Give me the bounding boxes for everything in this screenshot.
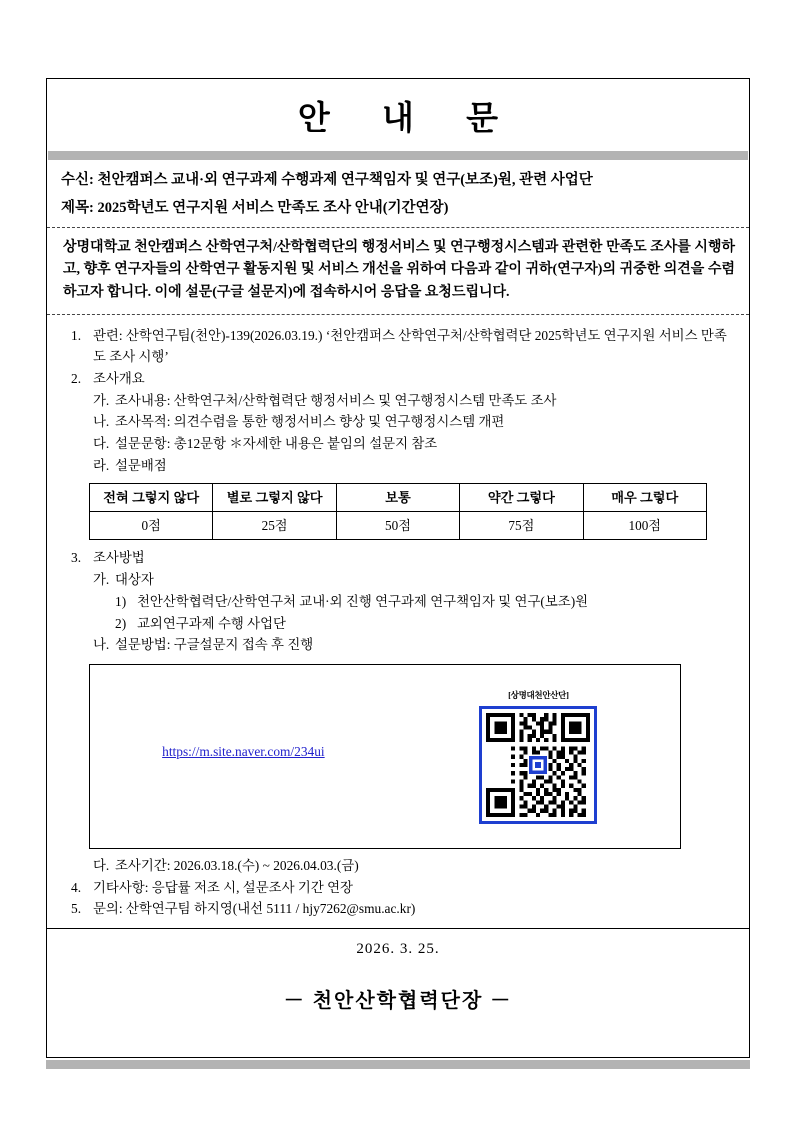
- table-header-cell: 매우 그렇다: [583, 484, 706, 512]
- list-marker: 라.: [93, 457, 110, 473]
- list-marker: 1.: [71, 327, 82, 343]
- table-cell: 50점: [336, 512, 459, 540]
- table-row: [90, 512, 707, 540]
- list-item: [93, 855, 733, 877]
- list-marker: 가.: [93, 572, 110, 588]
- list-item: [93, 411, 733, 433]
- list-marker: 다.: [93, 436, 110, 452]
- list-text: 문의: 산학연구팀 하지영(내선 5111 / hjy7262@smu.ac.kr): [93, 901, 416, 917]
- footer-block: [47, 928, 749, 1013]
- list-text: 조사개요: [93, 370, 145, 386]
- list-text: 기타사항: 응답률 저조 시, 설문조사 기간 연장: [93, 879, 353, 895]
- score-table: [89, 483, 707, 540]
- list-text: 조사방법: [93, 550, 145, 566]
- list-item: [93, 569, 733, 591]
- survey-link-area: [90, 741, 397, 773]
- header-divider-bar: [48, 151, 748, 160]
- list-item: [115, 613, 733, 635]
- list-marker: 나.: [93, 637, 110, 653]
- list-item: [71, 325, 733, 368]
- list-item: [71, 898, 733, 920]
- recipient-line: 수신: 천안캠퍼스 교내·외 연구과제 수행과제 연구책임자 및 연구(보조)원, 관련 사업단: [61, 172, 593, 188]
- table-header-cell: 별로 그렇지 않다: [213, 484, 336, 512]
- list-marker: 다.: [93, 857, 110, 873]
- list-marker: 4.: [71, 879, 82, 895]
- document-page: [46, 78, 750, 1058]
- list-marker: 가.: [93, 392, 110, 408]
- survey-access-box: [89, 664, 681, 849]
- list-text: 조사기간: 2026.03.18.(수) ~ 2026.04.03.(금): [115, 857, 359, 873]
- list-marker: 2.: [71, 370, 82, 386]
- list-text: 설문배점: [115, 457, 167, 473]
- document-body: [47, 315, 749, 929]
- list-item: [71, 877, 733, 899]
- list-item: [93, 455, 733, 477]
- list-text: 설문문항: 총12문항 ＊자세한 내용은 붙임의 설문지 참조: [115, 436, 438, 452]
- qr-code-frame: [479, 706, 597, 824]
- table-header-cell: 약간 그렇다: [460, 484, 583, 512]
- survey-url-link[interactable]: https://m.site.naver.com/234ui: [162, 743, 325, 759]
- list-marker: 3.: [71, 550, 82, 566]
- signer-name: － 천안산학협력단장 －: [283, 990, 513, 1013]
- table-row: [90, 484, 707, 512]
- list-marker: 나.: [93, 414, 110, 430]
- list-text: 조사내용: 산학연구처/산학협력단 행정서비스 및 연구행정시스템 만족도 조사: [115, 392, 557, 408]
- list-item: [93, 634, 733, 656]
- subject-line: 제목: 2025학년도 연구지원 서비스 만족도 조사 안내(기간연장): [61, 200, 449, 217]
- table-header-cell: 전혀 그렇지 않다: [90, 484, 213, 512]
- qr-code-icon: [486, 713, 590, 817]
- list-item: [71, 547, 733, 569]
- list-item: [115, 591, 733, 613]
- list-item: [71, 368, 733, 390]
- list-text: 교외연구과제 수행 사업단: [137, 615, 286, 631]
- table-cell: 0점: [90, 512, 213, 540]
- qr-caption: [상명대천안산단]: [508, 690, 569, 701]
- list-text: 대상자: [115, 572, 154, 588]
- list-marker: 2): [115, 615, 127, 631]
- list-item: [93, 390, 733, 412]
- page-title: 안 내 문: [297, 100, 521, 137]
- table-cell: 25점: [213, 512, 336, 540]
- qr-area: [397, 689, 680, 824]
- list-item: [93, 433, 733, 455]
- table-cell: 75점: [460, 512, 583, 540]
- list-marker: 1): [115, 593, 127, 609]
- title-area: [47, 79, 749, 151]
- footer-divider-bar: [46, 1060, 750, 1069]
- issue-date: 2026. 3. 25.: [356, 941, 440, 958]
- list-marker: 5.: [71, 901, 82, 917]
- meta-block: [47, 160, 749, 228]
- intro-paragraph: 상명대학교 천안캠퍼스 산학연구처/산학협력단의 행정서비스 및 연구행정시스템과 관련한 만족도 조사를 시행하고, 향후 연구자들의 산학연구 활동지원 및 서비스 개선을 위하여 다음과 같이 귀하(연구자)의 귀중한 의견을 수렴하고자 합니다. 이에 설문(구글 설문지)에 접속하시어 응답을 요청드립니다.: [47, 228, 749, 315]
- table-header-cell: 보통: [336, 484, 459, 512]
- table-cell: 100점: [583, 512, 706, 540]
- list-text: 관련: 산학연구팀(천안)-139(2026.03.19.) ‘천안캠퍼스 산학연구처/산학협력단 2025학년도 연구지원 서비스 만족도 조사 시행’: [93, 327, 727, 365]
- list-text: 조사목적: 의견수렴을 통한 행정서비스 향상 및 연구행정시스템 개편: [115, 414, 505, 430]
- list-text: 천안산학협력단/산학연구처 교내·외 진행 연구과제 연구책임자 및 연구(보조)원: [137, 593, 589, 609]
- list-text: 설문방법: 구글설문지 접속 후 진행: [115, 637, 314, 653]
